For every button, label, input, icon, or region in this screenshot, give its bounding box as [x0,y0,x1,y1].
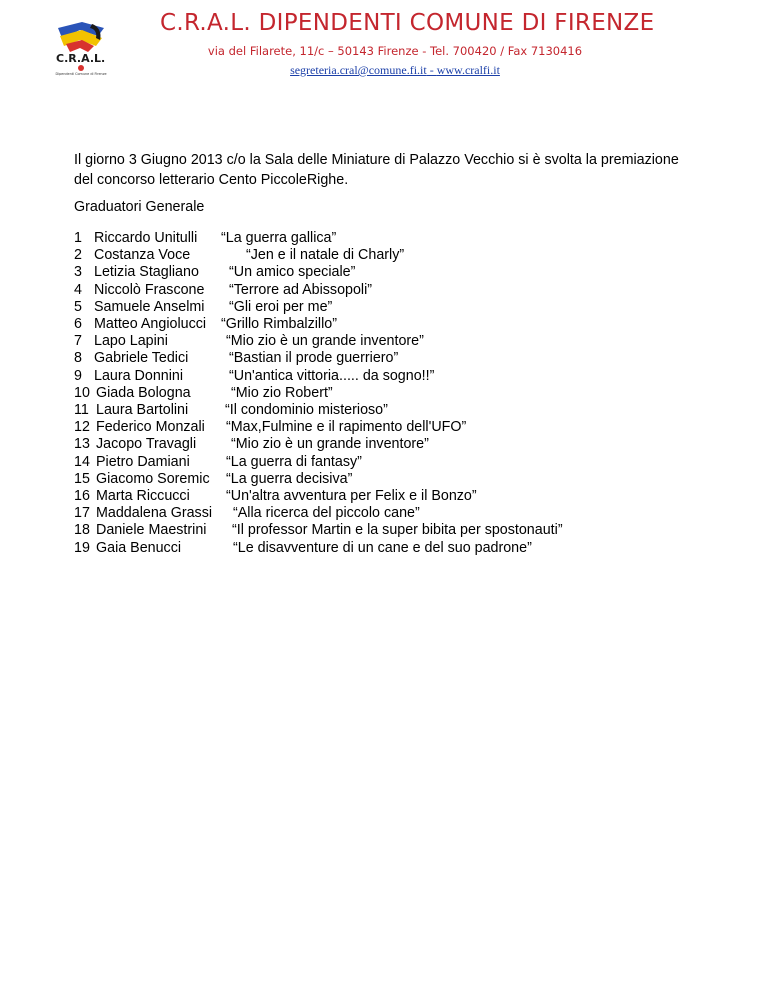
ranking-author: Daniele Maestrini [96,522,207,539]
ranking-title: “Un'antica vittoria..... da sogno!!” [229,367,435,384]
ranking-author: Letizia Stagliano [94,264,199,281]
ranking-position: 6 [74,316,82,332]
ranking-position: 15 [74,470,90,487]
ranking-title: “Mio zio Robert” [231,384,333,401]
ranking-position: 14 [74,453,90,470]
ranking-title: “Jen e il natale di Charly” [246,247,405,264]
ranking-title: “Un amico speciale” [229,264,356,281]
cral-logo [52,18,110,76]
ranking-author: Riccardo Unitulli [94,230,198,246]
ranking-position: 11 [74,402,89,418]
ranking-author: Giada Bologna [96,384,191,401]
ranking-author: Matteo Angiolucci [94,316,207,332]
ranking-title: “Gli eroi per me” [229,298,333,315]
ranking-author: Gaia Benucci [96,539,182,556]
ranking-position: 18 [74,522,90,539]
ranking-author: Gabriele Tedici [94,350,189,367]
ranking-position: 2 [74,247,82,264]
ranking-title: “Un'altra avventura per Felix e il Bonzo” [226,488,477,504]
ranking-position: 12 [74,419,90,436]
ranking-title: “La guerra gallica” [221,230,337,246]
ranking-position: 13 [74,436,90,453]
ranking-author: Maddalena Grassi [96,505,213,522]
ranking-position: 3 [74,264,82,281]
ranking-title: “Il condominio misterioso” [225,402,388,418]
ranking-title: “Terrore ad Abissopoli” [229,281,373,298]
ranking-title: “La guerra di fantasy” [226,453,362,470]
ranking-title: “La guerra decisiva” [226,470,353,487]
ranking-position: 4 [74,281,82,298]
ranking-title: “Il professor Martin e la super bibita per spostonauti” [232,522,563,539]
ranking-title: “Grillo Rimbalzillo” [221,316,337,332]
ranking-author: Giacomo Soremic [96,470,210,487]
section-title: Graduatori Generale [74,199,205,215]
ranking-title: “Bastian il prode guerriero” [229,350,399,367]
ranking-position: 8 [74,350,82,367]
organization-contacts [160,63,630,78]
contact-separator: - [426,63,437,77]
ranking-title: “Alla ricerca del piccolo cane” [233,505,420,522]
ranking-author: Pietro Damiani [96,453,190,470]
ranking-position: 16 [74,488,90,504]
ranking-position: 17 [74,505,90,522]
ranking-position: 10 [74,384,90,401]
ranking-author: Laura Bartolini [96,402,189,418]
ranking-author: Samuele Anselmi [94,298,205,315]
ranking-title: “Mio zio è un grande inventore” [231,436,429,453]
ranking-author: Costanza Voce [94,247,191,264]
ranking-author: Marta Riccucci [96,488,190,504]
ranking-author: Niccolò Frascone [94,281,205,298]
svg-text:C.R.A.L.: C.R.A.L. [56,52,106,65]
ranking-author: Lapo Lapini [94,333,168,350]
ranking-author: Jacopo Travagli [96,436,197,453]
ranking-author: Laura Donnini [94,367,184,384]
ranking-position: 19 [74,539,90,556]
ranking-author: Federico Monzali [96,419,205,436]
ranking-position: 7 [74,333,82,350]
organization-title: C.R.A.L. DIPENDENTI COMUNE DI FIRENZE [160,10,655,36]
ranking-title: “Mio zio è un grande inventore” [226,333,424,350]
ranking-title: “Max,Fulmine e il rapimento dell'UFO” [226,419,467,436]
website-link[interactable]: www.cralfi.it [436,63,500,77]
organization-address: via del Filarete, 11/c – 50143 Firenze - Tel. 700420 / Fax 7130416 [207,44,583,58]
ranking-position: 9 [74,367,82,384]
intro-paragraph: Il giorno 3 Giugno 2013 c/o la Sala delle Miniature di Palazzo Vecchio si è svolta la premiazione del concorso letterario Cento PiccoleRighe. [74,152,679,188]
ranking-position: 1 [74,230,82,246]
ranking-title: “Le disavventure di un cane e del suo padrone” [233,539,532,556]
ranking-position: 5 [74,298,82,315]
svg-text:Dipendenti Comune di Firenze: Dipendenti Comune di Firenze [55,72,107,76]
email-link[interactable]: segreteria.cral@comune.fi.it [290,63,427,77]
